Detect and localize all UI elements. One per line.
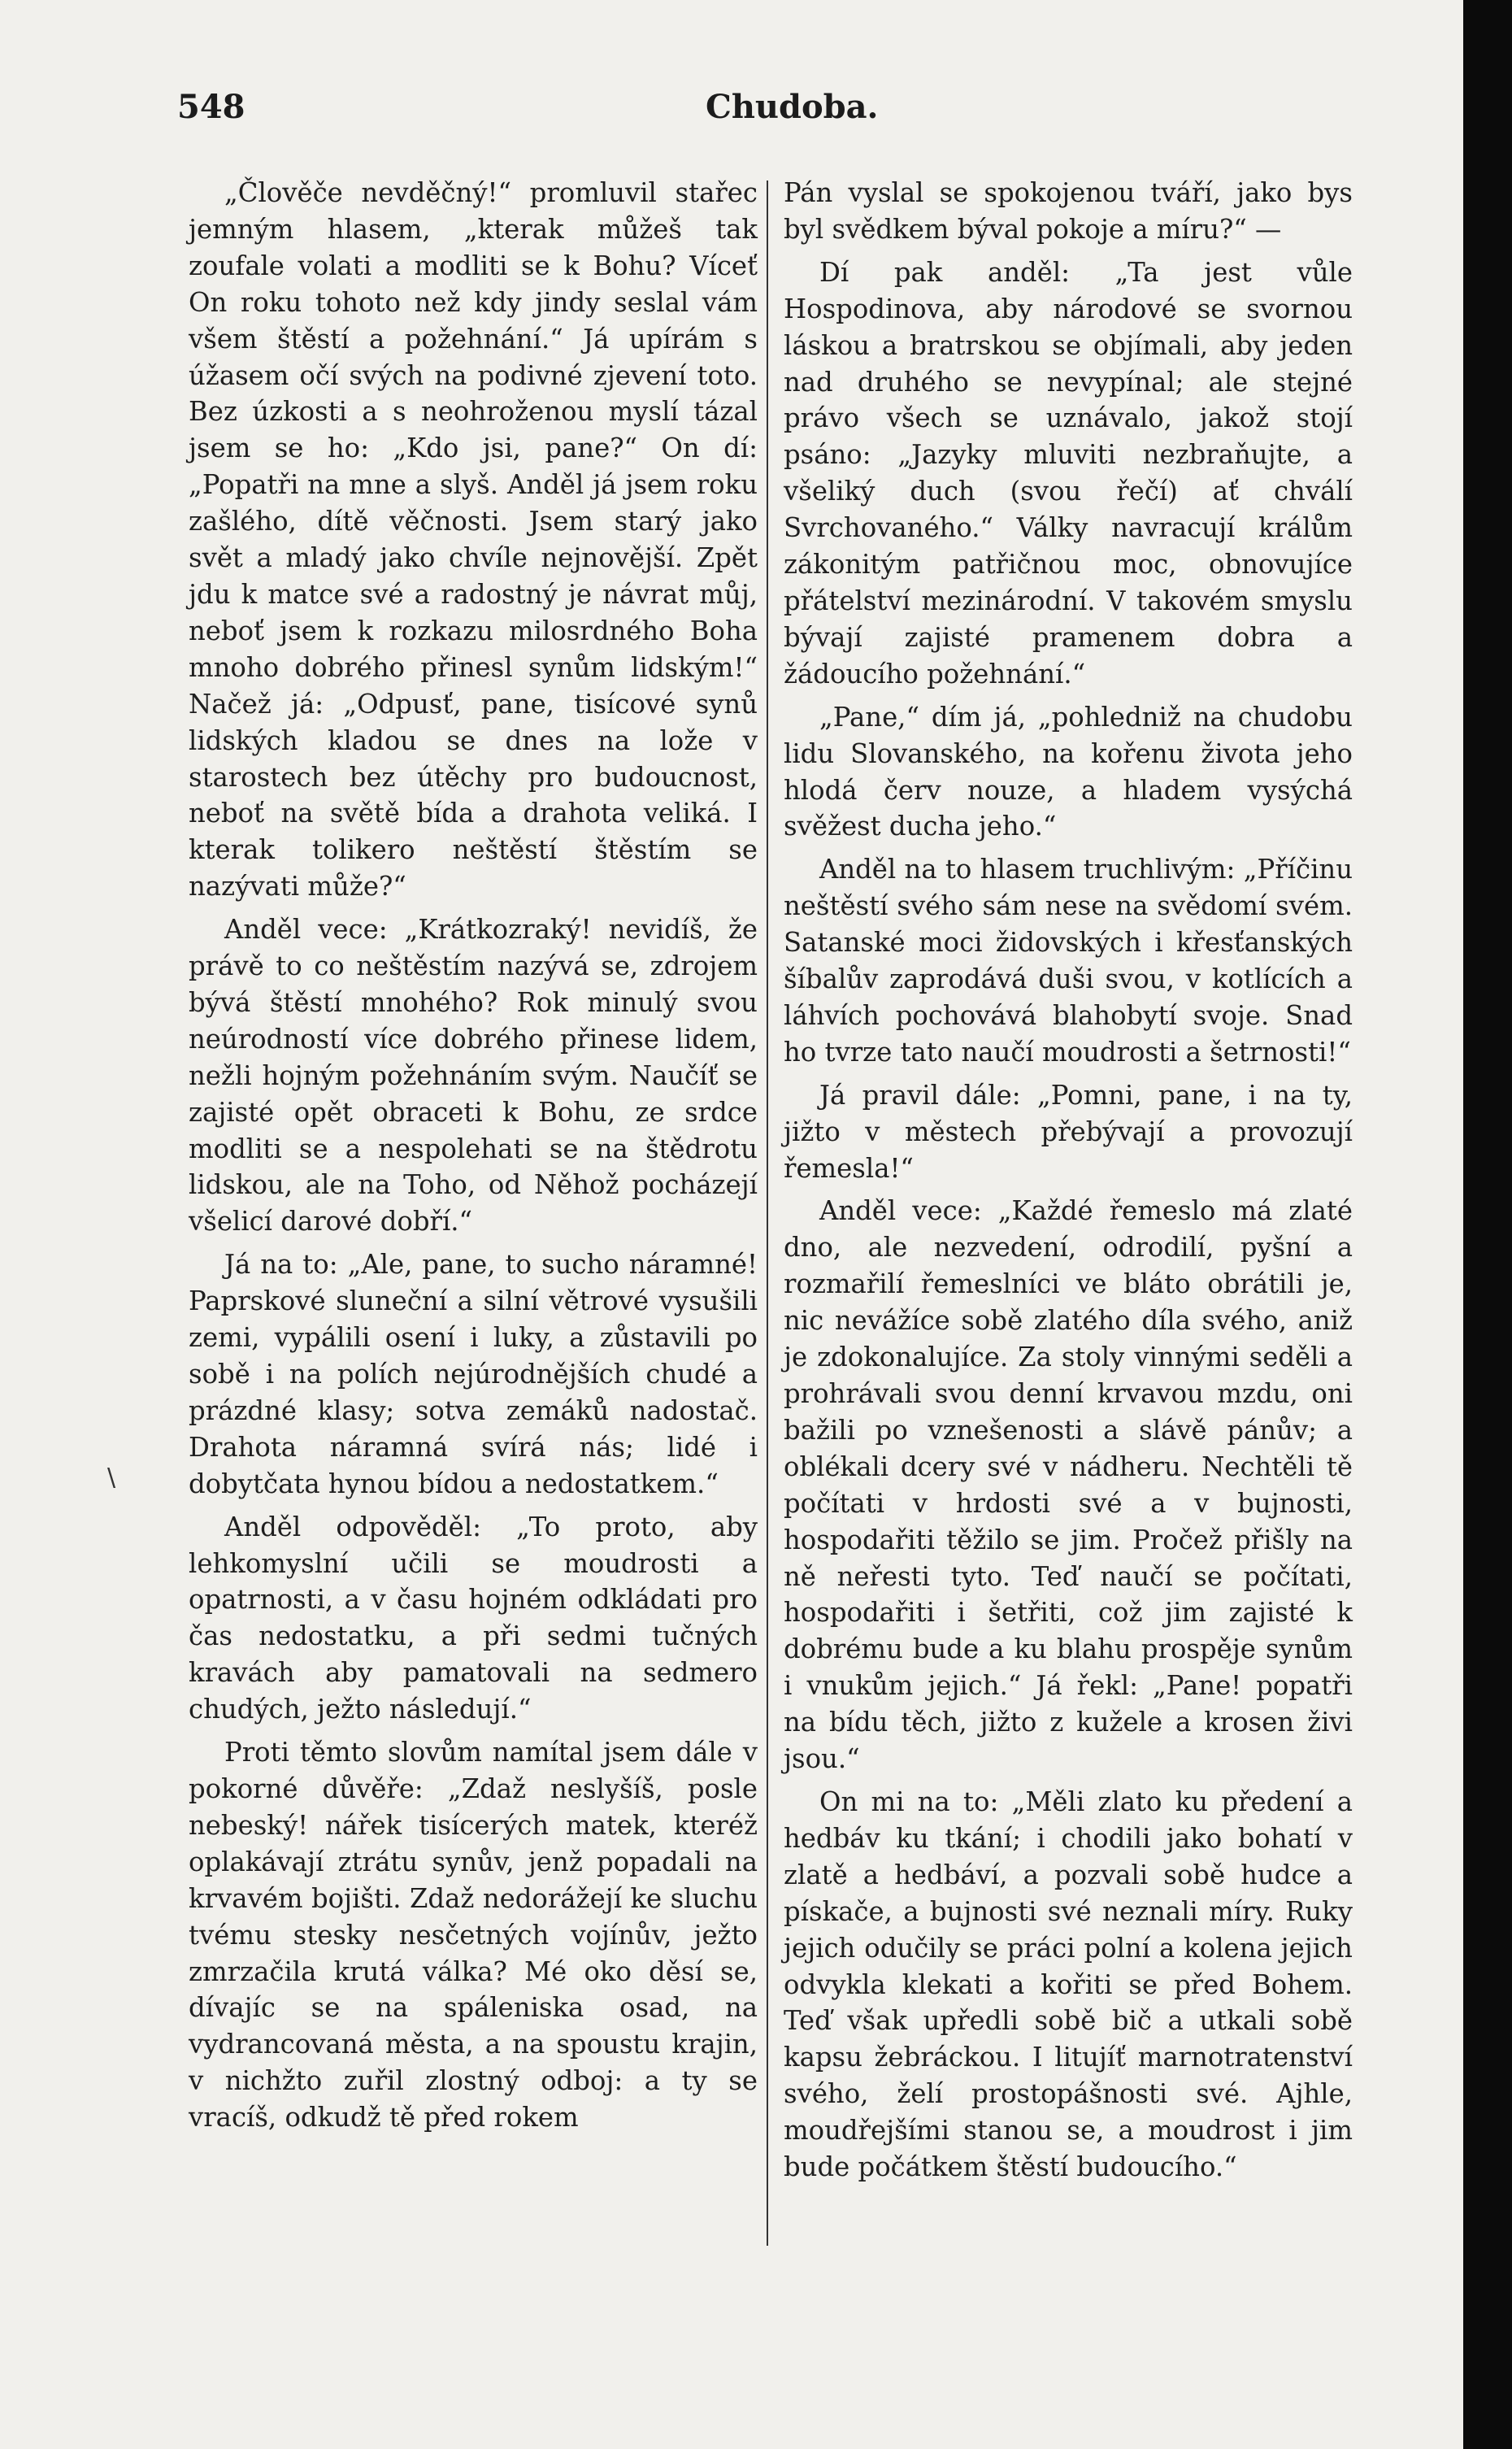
paragraph: Já na to: „Ale, pane, to sucho náramné! Paprskové sluneční a silní větrové vysušili zemi, vypálili osení i luky, a zůstavili po sobě i na polích nejúrodnějších chudé a prázdné klasy; sotva zemáků nadostač. Drahota náramná svírá nás; lidé i dobytčata hynou bídou a nedostatkem.“ (189, 1249, 758, 1499)
paragraph: Anděl vece: „Krátkozraký! nevidíš, že právě to co neštěstím nazývá se, zdrojem bývá štěstí mnohého? Rok minulý svou neúrodností více dobrého přinese lidem, nežli hojným požehnáním svým. Naučíť se zajisté opět obraceti k Bohu, ze srdce modliti se a nespolehati se na štědrotu lidskou, ale na Toho, od Něhož pocházejí všelicí darové dobří.“ (189, 914, 758, 1238)
paragraph: On mi na to: „Měli zlato ku předení a hedbáv ku tkání; i chodili jako bohatí v zlatě a hedbáví, a pozvali sobě hudce a pískače, a bujnosti své neznali míry. Ruky jejich odučily se práci polní a kolena jejich odvykla klekati a kořiti se před Bohem. Teď však upředli sobě bič a utkali sobě kapsu žebráckou. I litujíť marnotratenství svého, želí prostopášnosti své. Ajhle, moudřejšími stanou se, a moudrost i jim bude počátkem štěstí budoucího.“ (784, 1786, 1353, 2183)
scan-edge (1463, 0, 1512, 2449)
paragraph: Pán vyslal se spokojenou tváří, jako bys byl svědkem býval pokoje a míru?“ — (784, 177, 1353, 245)
page-number: 548 (177, 88, 245, 126)
paragraph: Anděl na to hlasem truchlivým: „Příčinu neštěstí svého sám nese na svědomí svém. Satanské moci židovských i křesťanských šíbalův zaprodává duši svou, v kotlících a láhvích pochovává blahobytí svoje. Snad ho tvrze tato naučí moudrosti a šetrnosti!“ (784, 854, 1353, 1068)
column-divider (767, 181, 768, 2246)
ink-speck: \ (107, 1464, 116, 1492)
paragraph: „Člověče nevděčný!“ promluvil stařec jemným hlasem, „kterak můžeš tak zoufale volati a modliti se k Bohu? Víceť On roku tohoto než kdy jindy seslal vám všem štěstí a požehnání.“ Já upírám s úžasem očí svých na podivné zjevení toto. Bez úzkosti a s neohroženou myslí tázal jsem se ho: „Kdo jsi, pane?“ On dí: „Popatři na mne a slyš. Anděl já jsem roku zašlého, dítě věčnosti. Jsem starý jako svět a mladý jako chvíle nejnovější. Zpět jdu k matce své a radostný je návrat můj, neboť jsem k rozkazu milosrdného Boha mnoho dobrého přinesl synům lidským!“ Načež já: „Odpusť, pane, tisícové synů lidských kladou se dnes na lože v starostech bez útěchy pro budoucnost, neboť na světě bída a drahota veliká. I kterak tolikero neštěstí štěstím se nazývati může?“ (189, 177, 758, 903)
paragraph: Dí pak anděl: „Ta jest vůle Hospodinova, aby národové se svornou láskou a bratrskou se objímali, aby jeden nad druhého se nevypínal; ale stejné právo všech se uznávalo, jakož stojí psáno: „Jazyky mluviti nezbraňujte, a všeliký duch (svou řečí) ať chválí Svrchovaného.“ Války navracují králům zákonitým patřičnou moc, obnovujíce přátelství mezinárodní. V takovém smyslu bývají zajisté pramenem dobra a žádoucího požehnání.“ (784, 256, 1353, 689)
paragraph: Anděl odpověděl: „To proto, aby lehkomyslní učili se moudrosti a opatrnosti, a v času hojném odkládati pro čas nedostatku, a při sedmi tučných kravách aby pamatovali na sedmero chudých, ježto následují.“ (189, 1511, 758, 1725)
paragraph: „Pane,“ dím já, „pohledniž na chudobu lidu Slovanského, na kořenu života jeho hlodá červ nouze, a hladem vysýchá svěžest ducha jeho.“ (784, 701, 1353, 842)
running-title: Chudoba. (706, 88, 879, 126)
paragraph: Anděl vece: „Každé řemeslo má zlaté dno, ale nezvedení, odrodilí, pyšní a rozmařilí řemeslníci ve bláto obrátili je, nic nevážíce sobě zlatého díla svého, aniž je zdokonalujíce. Za stoly vinnými seděli a prohrávali svou denní krvavou mzdu, oni bažili po vznešenosti a slávě pánův; a oblékali dcery své v nádheru. Nechtěli tě počítati v hrdosti své a v bujnosti, hospodařiti těžilo se jim. Pročež přišly na ně neřesti tyto. Teď naučí se počítati, hospodařiti i šetřiti, což jim zajisté k dobrému bude a ku blahu prospěje synům i vnukům jejich.“ Já řekl: „Pane! popatři na bídu těch, jižto z kužele a krosen živi jsou.“ (784, 1195, 1353, 1775)
paragraph: Já pravil dále: „Pomni, pane, i na ty, jižto v městech přebývají a provozují řemesla!“ (784, 1079, 1353, 1184)
page-header (177, 88, 1380, 137)
paragraph: Proti těmto slovům namítal jsem dále v pokorné důvěře: „Zdaž neslyšíš, posle nebeský! nářek tisícerých matek, kteréž oplakávají ztrátu synův, jenž popadali na krvavém bojišti. Zdaž nedorážejí ke sluchu tvému stesky nesčetných vojínův, ježto zmrzačila krutá válka? Mé oko děsí se, dívajíc se na spáleniska osad, na vydrancovaná města, a na spoustu krajin, v nichžto zuřil zlostný odboj: a ty se vracíš, odkudž tě před rokem (189, 1737, 758, 2134)
right-column (784, 175, 1353, 2192)
left-column (189, 175, 758, 2142)
